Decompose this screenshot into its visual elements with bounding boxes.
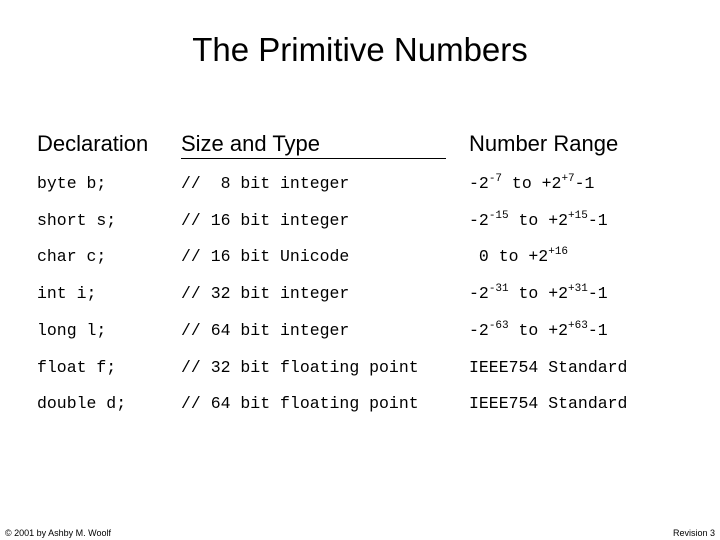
range-cell: $-2^{-7}$ to $+2^{+7}-1$ <box>469 172 595 193</box>
range-cell: $-2^{-15}$ to $+2^{+15}-1$ <box>469 209 608 230</box>
range-cell: IEEE754 Standard <box>469 394 628 413</box>
slide-title: The Primitive Numbers <box>192 31 528 68</box>
declaration-cell: int i; <box>37 284 97 303</box>
table-row <box>0 319 720 343</box>
size-type-cell: // 64 bit floating point <box>181 394 419 413</box>
copyright-text: © 2001 by Ashby M. Woolf <box>5 528 112 538</box>
size-type-cell: // 16 bit Unicode <box>181 247 350 266</box>
header-declaration: Declaration <box>37 131 149 156</box>
size-type-cell: // 32 bit integer <box>181 284 350 303</box>
declaration-cell: double d; <box>37 394 127 413</box>
table-row <box>0 356 720 380</box>
table-row <box>0 282 720 306</box>
header-number-range: Number Range <box>469 131 619 156</box>
size-type-cell: // 16 bit integer <box>181 211 350 230</box>
header-size-and-type: Size and Type <box>181 130 446 159</box>
range-cell: 0 to $+2^{+16}$ <box>469 245 569 266</box>
size-type-cell: // 8 bit integer <box>181 174 350 193</box>
declaration-cell: float f; <box>37 358 117 377</box>
declaration-cell: char c; <box>37 247 107 266</box>
range-cell: $-2^{-63}$ to $+2^{+63}-1$ <box>469 319 608 340</box>
declaration-cell: long l; <box>37 321 107 340</box>
table-row <box>0 172 720 196</box>
table-row <box>0 209 720 233</box>
range-cell: $-2^{-31}$ to $+2^{+31}-1$ <box>469 282 608 303</box>
table-row <box>0 392 720 416</box>
table-row <box>0 245 720 269</box>
revision-text: Revision 3 <box>672 528 715 538</box>
size-type-cell: // 32 bit floating point <box>181 358 419 377</box>
size-type-cell: // 64 bit integer <box>181 321 350 340</box>
declaration-cell: byte b; <box>37 174 107 193</box>
range-cell: IEEE754 Standard <box>469 358 628 377</box>
declaration-cell: short s; <box>37 211 117 230</box>
